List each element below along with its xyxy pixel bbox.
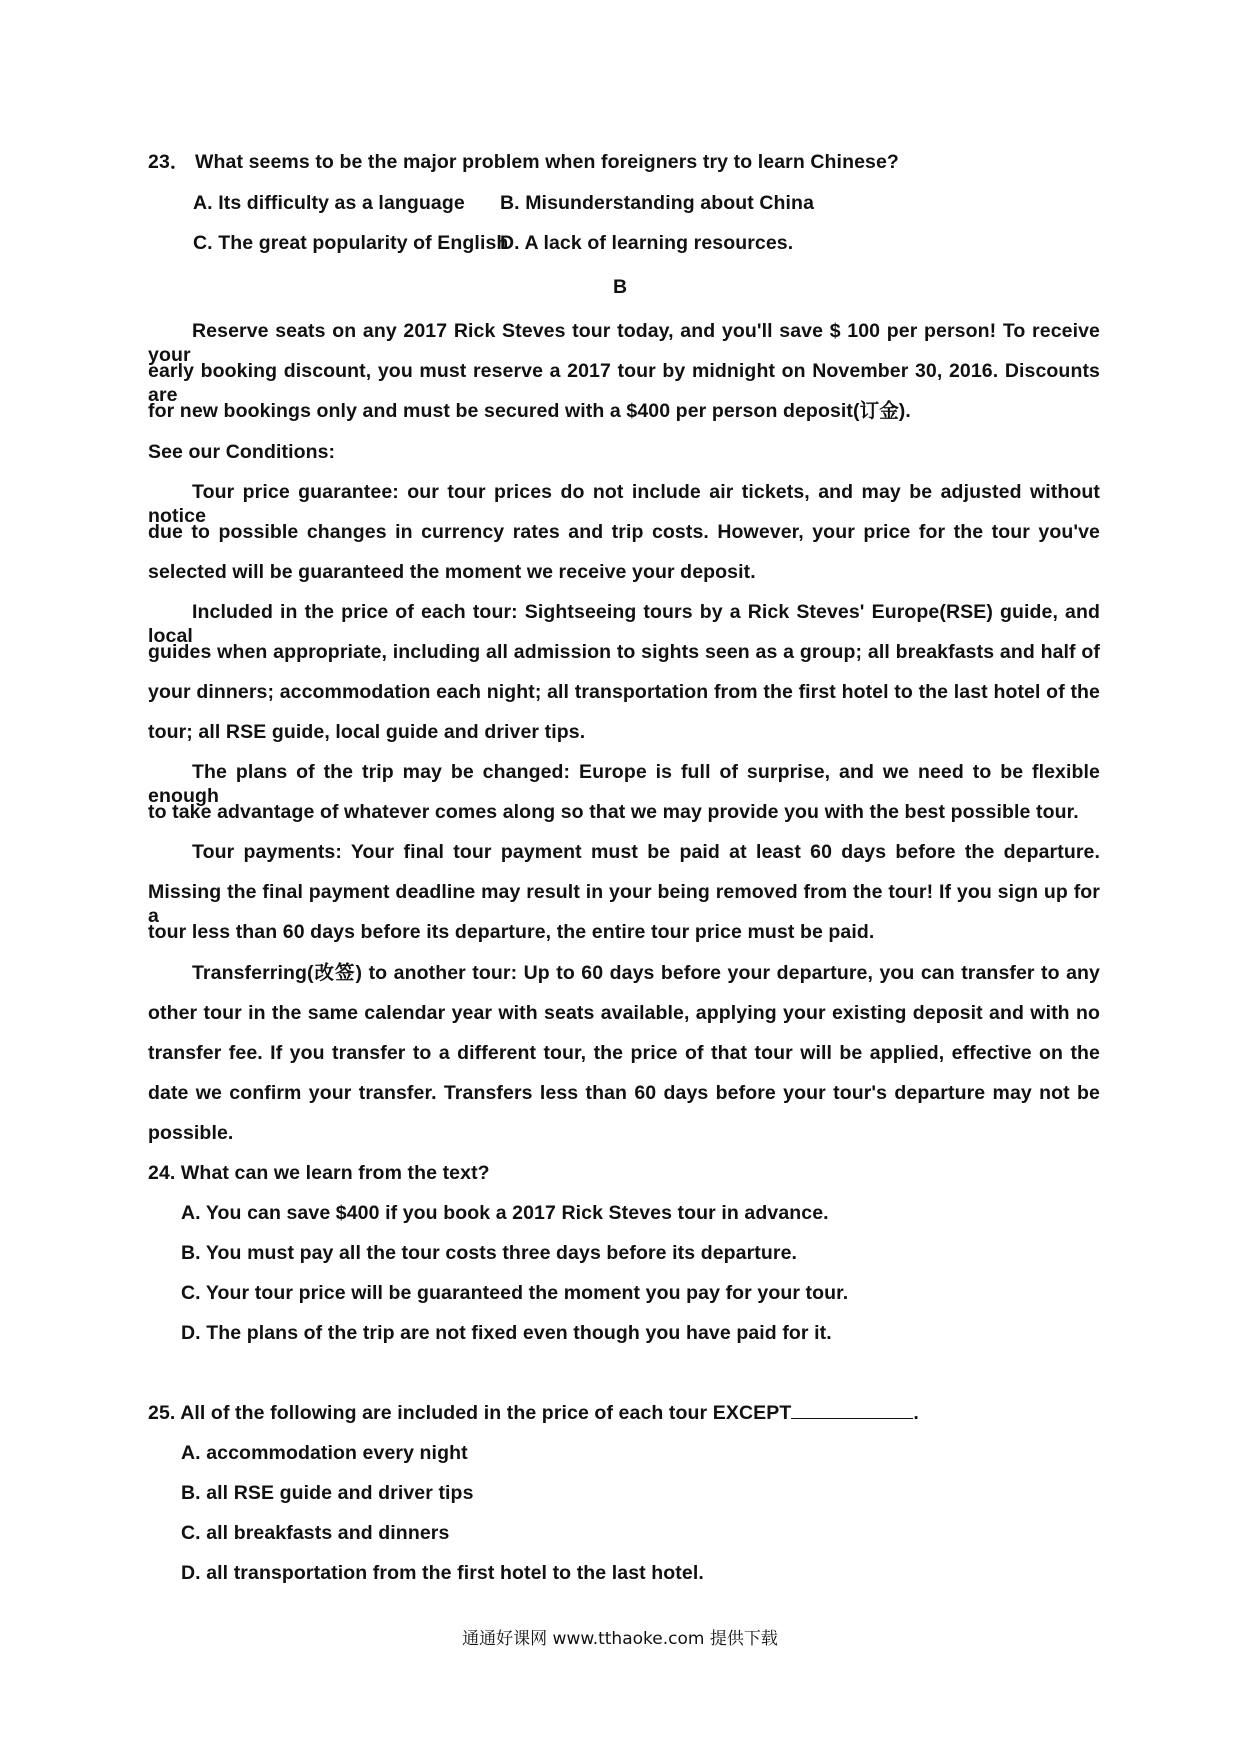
- passage-paragraph-3-line-2: guides when appropriate, including all admission to sights seen as a group; all breakfasts and half of: [148, 641, 1100, 663]
- passage-paragraph-5-line-2: Missing the final payment deadline may result in your being removed from the tour! If you sign up for a: [148, 881, 1100, 927]
- passage-paragraph-4-line-1: The plans of the trip may be changed: Europe is full of surprise, and we need to be flexible enough: [148, 761, 1100, 807]
- q24-option-a: A. You can save $400 if you book a 2017 Rick Steves tour in advance.: [181, 1202, 829, 1224]
- passage-paragraph-1-line-1: Reserve seats on any 2017 Rick Steves tour today, and you'll save $ 100 per person! To receive your: [148, 320, 1100, 366]
- passage-paragraph-1-line-2: early booking discount, you must reserve a 2017 tour by midnight on November 30, 2016. Discounts are: [148, 360, 1100, 406]
- passage-paragraph-1-line-3: for new bookings only and must be secured with a $400 per person deposit(订金).: [148, 400, 911, 422]
- passage-paragraph-4-line-2: to take advantage of whatever comes along so that we may provide you with the best possible tour.: [148, 801, 1079, 823]
- q25-option-c: C. all breakfasts and dinners: [181, 1522, 450, 1544]
- q24-option-c: C. Your tour price will be guaranteed the moment you pay for your tour.: [181, 1282, 849, 1304]
- passage-paragraph-5-line-3: tour less than 60 days before its departure, the entire tour price must be paid.: [148, 921, 875, 943]
- q24-option-d: D. The plans of the trip are not fixed even though you have paid for it.: [181, 1322, 832, 1344]
- q23-option-d: D. A lack of learning resources.: [500, 232, 794, 254]
- q23-option-c: C. The great popularity of English: [193, 232, 509, 254]
- q23-stem: 23． What seems to be the major problem when foreigners try to learn Chinese?: [148, 151, 899, 173]
- passage-paragraph-2-line-3: selected will be guaranteed the moment we receive your deposit.: [148, 561, 756, 583]
- passage-paragraph-6-line-2: other tour in the same calendar year with seats available, applying your existing deposit and with no: [148, 1002, 1100, 1024]
- passage-paragraph-3-line-1: Included in the price of each tour: Sightseeing tours by a Rick Steves' Europe(RSE) guide, and local: [148, 601, 1100, 647]
- q24-option-b: B. You must pay all the tour costs three days before its departure.: [181, 1242, 798, 1264]
- q25-option-a: A. accommodation every night: [181, 1442, 468, 1464]
- page-footer: 通通好课网 www.tthaoke.com 提供下载: [462, 1629, 778, 1649]
- passage-paragraph-3-line-4: tour; all RSE guide, local guide and driver tips.: [148, 721, 586, 743]
- passage-paragraph-6-line-5: possible.: [148, 1122, 234, 1144]
- passage-paragraph-2-line-2: due to possible changes in currency rates and trip costs. However, your price for the tour you've: [148, 521, 1100, 543]
- passage-paragraph-2-line-1: Tour price guarantee: our tour prices do not include air tickets, and may be adjusted without notice: [148, 481, 1100, 527]
- q25-option-d: D. all transportation from the first hotel to the last hotel.: [181, 1562, 704, 1584]
- q25-stem-end: .: [913, 1402, 919, 1424]
- q23-option-a: A. Its difficulty as a language: [193, 192, 465, 214]
- q25-stem: 25. All of the following are included in the price of each tour EXCEPT: [148, 1402, 792, 1424]
- passage-paragraph-6-line-1: Transferring(改签) to another tour: Up to 60 days before your departure, you can transfer to any: [192, 962, 1100, 984]
- answer-blank: [791, 1402, 913, 1419]
- conditions-heading: See our Conditions:: [148, 441, 336, 463]
- q25-option-b: B. all RSE guide and driver tips: [181, 1482, 474, 1504]
- passage-paragraph-3-line-3: your dinners; accommodation each night; all transportation from the first hotel to the last hotel of the: [148, 681, 1100, 703]
- passage-paragraph-6-line-3: transfer fee. If you transfer to a different tour, the price of that tour will be applied, effective on the: [148, 1042, 1100, 1064]
- q23-option-b: B. Misunderstanding about China: [500, 192, 815, 214]
- section-label: B: [612, 276, 628, 298]
- passage-paragraph-6-line-4: date we confirm your transfer. Transfers less than 60 days before your tour's departure may not be: [148, 1082, 1100, 1104]
- q25-stem-line: [148, 1401, 919, 1425]
- q24-stem: 24. What can we learn from the text?: [148, 1162, 490, 1184]
- passage-paragraph-5-line-1: Tour payments: Your final tour payment must be paid at least 60 days before the departure.: [192, 841, 1100, 863]
